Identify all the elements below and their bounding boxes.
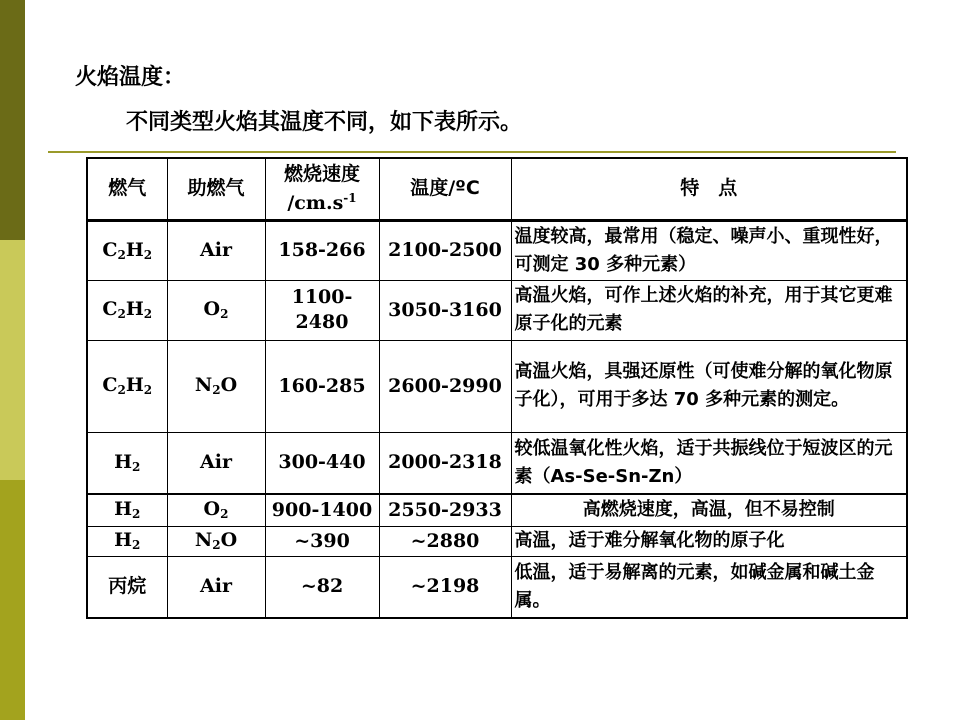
cell-temperature: 2000-2318: [379, 432, 511, 494]
cell-speed: ~390: [265, 526, 379, 556]
header-temperature: 温度/ºC: [379, 158, 511, 220]
cell-oxidant: $N_2O$: [167, 340, 265, 432]
header-speed-unit: [268, 186, 377, 215]
table-row: [87, 494, 907, 526]
header-speed-sup: -1: [343, 191, 357, 206]
cell-fuel: 丙烷: [87, 556, 167, 618]
cell-fuel: $C_2H_2$: [87, 280, 167, 340]
cell-speed: 1100-2480: [265, 280, 379, 340]
cell-temperature: ~2198: [379, 556, 511, 618]
cell-feature: 较低温氧化性火焰，适于共振线位于短波区的元素（As-Se-Sn-Zn）: [511, 432, 907, 494]
flame-temperature-table: [86, 157, 908, 619]
cell-fuel: $H_2$: [87, 526, 167, 556]
slide-sidebar: [0, 0, 25, 720]
cell-oxidant: Air: [167, 220, 265, 280]
cell-fuel: $H_2$: [87, 432, 167, 494]
cell-fuel: $C_2H_2$: [87, 220, 167, 280]
sidebar-segment-mid: [0, 480, 25, 720]
cell-temperature: 2600-2990: [379, 340, 511, 432]
divider-line: [48, 151, 896, 153]
header-speed-line2: /cm.s: [287, 192, 344, 215]
header-speed: [265, 158, 379, 220]
cell-feature: 高温火焰，可作上述火焰的补充，用于其它更难原子化的元素: [511, 280, 907, 340]
header-feature: 特 点: [511, 158, 907, 220]
cell-feature: 温度较高，最常用（稳定、噪声小、重现性好，可测定 30 多种元素）: [511, 220, 907, 280]
cell-temperature: 3050-3160: [379, 280, 511, 340]
cell-fuel: $C_2H_2$: [87, 340, 167, 432]
header-fuel: 燃气: [87, 158, 167, 220]
slide-subheading: 不同类型火焰其温度不同，如下表所示。: [126, 110, 523, 135]
cell-temperature: 2100-2500: [379, 220, 511, 280]
sidebar-segment-light: [0, 240, 25, 480]
table-header-row: [87, 158, 907, 220]
cell-fuel: $H_2$: [87, 494, 167, 526]
table-row: [87, 556, 907, 618]
table-row: [87, 432, 907, 494]
cell-oxidant: $N_2O$: [167, 526, 265, 556]
sidebar-segment-dark: [0, 0, 25, 240]
cell-feature: 高燃烧速度，高温，但不易控制: [511, 494, 907, 526]
table-row: [87, 280, 907, 340]
cell-speed: ~82: [265, 556, 379, 618]
cell-temperature: ~2880: [379, 526, 511, 556]
table-row: [87, 526, 907, 556]
table-row: [87, 220, 907, 280]
cell-feature: 低温，适于易解离的元素，如碱金属和碱土金属。: [511, 556, 907, 618]
slide-heading: 火焰温度：: [75, 65, 186, 90]
cell-speed: 300-440: [265, 432, 379, 494]
cell-oxidant: $O_2$: [167, 280, 265, 340]
cell-temperature: 2550-2933: [379, 494, 511, 526]
cell-speed: 160-285: [265, 340, 379, 432]
cell-oxidant: Air: [167, 556, 265, 618]
cell-feature: 高温，适于难分解氧化物的原子化: [511, 526, 907, 556]
table-row: [87, 340, 907, 432]
header-oxidant: 助燃气: [167, 158, 265, 220]
cell-speed: 900-1400: [265, 494, 379, 526]
cell-oxidant: Air: [167, 432, 265, 494]
header-speed-line1: 燃烧速度: [283, 163, 360, 186]
cell-feature: 高温火焰，具强还原性（可使难分解的氧化物原子化），可用于多达 70 多种元素的测定。: [511, 340, 907, 432]
cell-oxidant: $O_2$: [167, 494, 265, 526]
cell-speed: 158-266: [265, 220, 379, 280]
